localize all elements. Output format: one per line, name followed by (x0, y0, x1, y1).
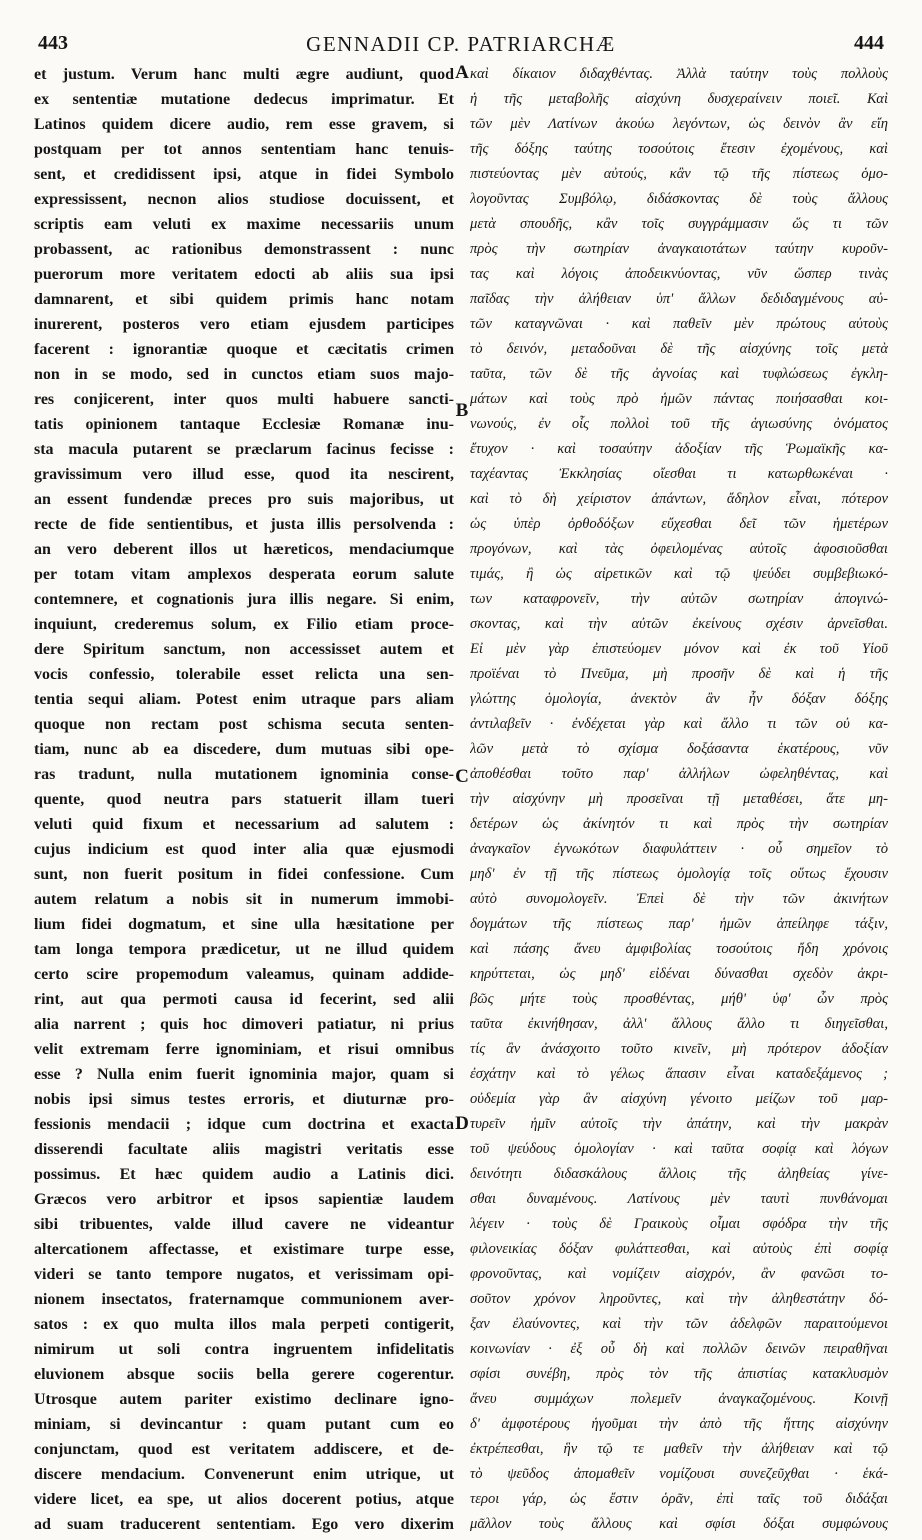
latin-text-line: dere Spiritum sanctum, non accessisset autem et (34, 641, 454, 658)
greek-text-line: τεροι γάρ, ὡς ἔστιν ὁρᾶν, ἐπὶ ταῖς τοῦ διδάξαι (470, 1491, 888, 1507)
latin-text-line: an essent fundendæ preces pro suis majoribus, ut (34, 491, 454, 508)
latin-text-line: postquam per tot annos sententiam hanc tenuis- (34, 141, 454, 158)
latin-text-line: disserendi facultate aliis magistri veritatis esse (34, 1141, 454, 1158)
latin-text-line: nobis ipsi simus testes erroris, et diuturnæ pro- (34, 1091, 454, 1108)
latin-text-line: rint, aut qua permoti causa id fecerint, sed alii (34, 991, 454, 1008)
latin-text-line: sent, et credidissent ipsi, atque in fidei Symbolo (34, 166, 454, 183)
latin-text-line: esse ? Nulla enim fuerit ignominia major, quam si (34, 1066, 454, 1083)
greek-text-line: ἀναγκαῖον ἐγνωκότων διαφυλάττειν · οὗ σημεῖον τὸ (470, 841, 888, 857)
latin-text-line: alia narrent ; quis hoc dimoveri patiatur, ni prius (34, 1016, 454, 1033)
greek-text-line: σκοντας, καὶ τὴν αὐτῶν ἐκείνους σχέσιν ἀρνεῖσθαι. (470, 616, 888, 632)
greek-text-line: τῶν καταγνῶναι · καὶ παθεῖν μὲν πρώτους αὐτοὺς (470, 316, 888, 332)
latin-text-line: discere mendacium. Convenerunt enim utrique, ut (34, 1466, 454, 1483)
latin-text-line: quoque non rectam post schisma secuta senten- (34, 716, 454, 733)
greek-text-line: δ' ἀμφοτέρους ἡγοῦμαι τὴν ἀπὸ τῆς ἥττης αἰσχύνην (470, 1416, 888, 1432)
latin-text-line: velit extremam ferre ignominiam, et risui omnibus (34, 1041, 454, 1058)
greek-column (470, 62, 888, 1537)
greek-text-line: ὡς ὑπὲρ ὀρθοδόξων εὔχεσθαι δεῖ τῶν ἡμετέρων (470, 516, 888, 532)
latin-text-line: scriptis eam veluti ex maxime necessariis unum (34, 216, 454, 233)
latin-text-line: ad suam traducerent sententiam. Ego vero dixerim (34, 1516, 454, 1533)
margin-letter-d: D (455, 1113, 469, 1134)
greek-text-line: ἀποθέσθαι τοῦτο παρ' ἀλλήλων ὠφεληθέντας, καὶ (470, 766, 888, 782)
greek-text-line: μηδ' ἐν τῇ τῆς πίστεως ὁμολογίᾳ τοῖς οὕτως ἔχουσιν (470, 866, 888, 882)
latin-text-line: sta macula putarent se præclarum facinus fecisse : (34, 441, 454, 458)
page-number-right: 444 (854, 32, 884, 54)
latin-text-line: an vero deberent illos ut hæreticos, mendaciumque (34, 541, 454, 558)
greek-text-line: Εἰ μὲν γὰρ ἐπιστεύομεν μόνον καὶ ἐκ τοῦ Υἱοῦ (470, 641, 888, 657)
latin-text-line: conjunctam, quod est veritatem addiscere, et de- (34, 1441, 454, 1458)
greek-text-line: τίς ἂν ἀνάσχοιτο τοῦτο κινεῖν, μὴ πρότερον ἀδοξίαν (470, 1041, 888, 1057)
latin-text-line: veluti quid fixum et necessarium ad salutem : (34, 816, 454, 833)
page-header (0, 30, 922, 64)
greek-text-line: τὸ δεινόν, μεταδοῦναι δὲ τῆς αἰσχύνης τοῖς μετὰ (470, 341, 888, 357)
greek-text-line: ταῦτα ἐκινήθησαν, ἀλλ' ἄλλους ἄλλο τι διηγεῖσθαι, (470, 1016, 888, 1032)
latin-text-line: tatis opinionem tantaque Ecclesiæ Romanæ inu- (34, 416, 454, 433)
greek-text-line: τιμάς, ἢ ὡς αἱρετικῶν καὶ τῷ ψεύδει συμβεβιωκό- (470, 566, 888, 582)
latin-text-line: vocis confessio, tolerabile esset relicta una sen- (34, 666, 454, 683)
greek-text-line: σφίσι συνέβη, πρὸς τὸν τῆς ἀπιστίας κατακλυσμὸν (470, 1366, 888, 1382)
greek-text-line: μάτων καὶ τοὺς πρὸ ἡμῶν πάντας ποιήσασθαι κοι- (470, 391, 888, 407)
latin-text-line: ras tradunt, nulla mutationem ignominia conse- (34, 766, 454, 783)
latin-text-line: non in se modo, sed in cunctos etiam suos majo- (34, 366, 454, 383)
latin-text-line: tiam, nunc ab ea discedere, dum mutuas sibi ope- (34, 741, 454, 758)
greek-text-line: γλώττης ὁμολογία, ἀνεκτὸν ἂν ἦν δόξαν δόξης (470, 691, 888, 707)
latin-text-line: probassent, ac rationibus demonstrassent : nunc (34, 241, 454, 258)
greek-text-line: τοῦ ψεύδους ὁμολογίαν · καὶ ταῦτα σοφίᾳ καὶ λόγων (470, 1141, 888, 1157)
latin-text-line: recte de fide sentientibus, et justa illis persolvenda : (34, 516, 454, 533)
latin-text-line: sibi tribuentes, valde illud cavere ne videantur (34, 1216, 454, 1233)
greek-text-line: κοινωνίαν · ἐξ οὗ δὴ καὶ πολλῶν δεινῶν πειραθῆναι (470, 1341, 888, 1357)
running-head: GENNADII CP. PATRIARCHÆ (306, 32, 616, 56)
latin-text-line: et justum. Verum hanc multi ægre audiunt, quod (34, 66, 454, 83)
latin-text-line: autem relatum a nobis sit in numerum immobi- (34, 891, 454, 908)
greek-text-line: δεινότητι διδασκάλους ἄλλοις τῆς ἀληθείας γίνε- (470, 1166, 888, 1182)
greek-text-line: καὶ τὸ δὴ χείριστον ἁπάντων, ἄδηλον εἶναι, πότερον (470, 491, 888, 507)
greek-text-line: τυρεῖν ἡμῖν αὐτοῖς τὴν ἀπάτην, καὶ τὴν μακρὰν (470, 1116, 888, 1132)
greek-text-line: των καταφρονεῖν, τὴν αὐτῶν σωτηρίαν ἀπογινώ- (470, 591, 888, 607)
latin-text-line: inurerent, posteros vero etiam ejusdem participes (34, 316, 454, 333)
latin-text-line: tam longa tempora prædicetur, ut ne illud quidem (34, 941, 454, 958)
greek-text-line: τὴν αἰσχύνην μὴ προσεῖναι τῇ μεταθέσει, ἅτε μη- (470, 791, 888, 807)
greek-text-line: καὶ πάσης ἄνευ ἀμφιβολίας τοσούτοις ἤδη χρόνοις (470, 941, 888, 957)
greek-text-line: πιστεύοντας μὲν αὐτούς, κἂν τῷ τῆς πίστεως ὁμο- (470, 166, 888, 182)
latin-text-line: videri se tanto tempore nugatos, et verissimam opi- (34, 1266, 454, 1283)
greek-text-line: φρονοῦντας, καὶ νομίζειν αἰσχρόν, ἂν φανῶσι το- (470, 1266, 888, 1282)
greek-text-line: ἡ τῆς μεταβολῆς αἰσχύνη δυσχεραίνειν ποιεῖ. Καὶ (470, 91, 888, 107)
latin-text-line: cujus indicium est quod inter alia quæ ejusmodi (34, 841, 454, 858)
greek-text-line: ἀντιλαβεῖν · ἐνδέχεται γὰρ καὶ ἄλλο τι τῶν οὐ κα- (470, 716, 888, 732)
latin-text-line: gravissimum vero illud esse, quod ita nescirent, (34, 466, 454, 483)
greek-text-line: τὸ ψεῦδος ἀπομαθεῖν νομίζουσι συνεζεῦχθαι · ἑκά- (470, 1466, 888, 1482)
greek-text-line: μετὰ σπουδῆς, κἂν τοῖς συγγράμμασιν ὥς τι τῶν (470, 216, 888, 232)
latin-text-line: inquiunt, crederemus solum, ex Filio etiam proce- (34, 616, 454, 633)
latin-text-line: nimirum ut soli contra ingruentem infidelitatis (34, 1341, 454, 1358)
latin-text-line: lium fidei dogmatum, et sine ulla hæsitatione per (34, 916, 454, 933)
greek-text-line: λογοῦντας Συμβόλῳ, διδάσκοντας δὲ τοὺς ἄλλους (470, 191, 888, 207)
greek-text-line: ταχέαντας Ἐκκλησίας οἴεσθαι τι κατωρθωκέναι · (470, 466, 888, 482)
greek-text-line: αὐτὸ συνομολογεῖν. Ἐπεὶ δὲ τὴν τῶν ἀκινήτων (470, 891, 888, 907)
latin-text-line: contemnere, et cognationis jura illis negare. Si enim, (34, 591, 454, 608)
greek-text-line: προγόνων, καὶ τὰς ὀφειλομένας αὐτοῖς ἀφοσιοῦσθαι (470, 541, 888, 557)
greek-text-line: μᾶλλον τοὺς ἄλλους καὶ σφίσι δόξαι συμφώνους (470, 1516, 888, 1532)
greek-text-line: ξαν ἐλαύνοντες, καὶ τὴν τῶν ἀδελφῶν παραιτούμενοι (470, 1316, 888, 1332)
latin-text-line: Græcos vero arbitror et ipsos sapientiæ laudem (34, 1191, 454, 1208)
greek-text-line: προϊέναι τὸ Πνεῦμα, μὴ προσῆν δὲ καὶ ἡ τῆς (470, 666, 888, 682)
latin-text-line: expressissent, necnon alios studiose docuissent, et (34, 191, 454, 208)
latin-text-line: certo scire propemodum valeamus, quinam addide- (34, 966, 454, 983)
latin-column (34, 62, 454, 1537)
page-number-left: 443 (38, 32, 68, 54)
latin-text-line: miniam, si devincantur : quam putant cum eo (34, 1416, 454, 1433)
greek-text-line: πρὸς τὴν σωτηρίαν ἀναγκαιοτάτων ταύτην κυροῦν- (470, 241, 888, 257)
greek-text-line: ἄνευ συμμάχων πολεμεῖν ἀναγκαζομένους. Κοινῇ (470, 1391, 888, 1407)
margin-letter-a: A (455, 62, 469, 83)
latin-text-line: fessionis mendacii ; idque cum doctrina et exacta (34, 1116, 454, 1133)
latin-text-line: possimus. Et hæc quidem audio a Latinis dici. (34, 1166, 454, 1183)
latin-text-line: satos : ex quo multa illos mala perpeti contigerit, (34, 1316, 454, 1333)
greek-text-line: σοῦτον χρόνον ληροῦντες, καὶ τὴν ἀληθεστάτην δό- (470, 1291, 888, 1307)
greek-text-line: λῶν μετὰ τὸ σχίσμα δοξάσαντα ἑκατέρους, νῦν (470, 741, 888, 757)
latin-text-line: facerent : ignorantiæ quoque et cæcitatis crimen (34, 341, 454, 358)
greek-text-line: σθαι δυναμένους. Λατίνους μὲν ταυτὶ πυνθάνομαι (470, 1191, 888, 1207)
greek-text-line: λέγειν · τοὺς δὲ Γραικοὺς οἶμαι σφόδρα τὴν τῆς (470, 1216, 888, 1232)
greek-text-line: δογμάτων τῆς πίστεως παρ' ἡμῶν ἀπείληφε τάξιν, (470, 916, 888, 932)
latin-text-line: puerorum more veritatem edocti ab aliis sua ipsi (34, 266, 454, 283)
greek-text-line: τας καὶ λόγοις ἀποδεικνύοντας, νῦν ὥσπερ τινὰς (470, 266, 888, 282)
greek-text-line: οὐδεμία γὰρ ἂν αἰσχύνη γένοιτο μείζων τοῦ μαρ- (470, 1091, 888, 1107)
latin-text-line: res conjicerent, inter quos multi habuere sancti- (34, 391, 454, 408)
latin-text-line: sunt, non fuerit positum in fidei confessione. Cum (34, 866, 454, 883)
greek-text-line: κηρύττεται, ὡς μηδ' εἰδέναι δύνασθαι σχεδὸν ἀκρι- (470, 966, 888, 982)
greek-text-line: τῆς δόξης ταύτης τοσούτοις ἔτεσιν ἐχομένους, καὶ (470, 141, 888, 157)
greek-text-line: νωνούς, ἐν οἷς πολλοὶ τοῦ τῆς ἁγιωσύνης ὀνόματος (470, 416, 888, 432)
latin-text-line: Utrosque autem pariter existimo declinare igno- (34, 1391, 454, 1408)
greek-text-line: τῶν μὲν Λατίνων ἀκούω λεγόντων, ὡς δεινὸν ἂν εἴη (470, 116, 888, 132)
margin-letter-c: C (455, 766, 469, 787)
latin-text-line: videre licet, ea spe, ut alios docerent potius, atque (34, 1491, 454, 1508)
margin-letter-b: B (455, 400, 469, 421)
greek-text-line: καὶ δίκαιον διδαχθέντας. Ἀλλὰ ταύτην τοὺς πολλοὺς (470, 66, 888, 82)
latin-text-line: damnarent, et sibi quidem primis hanc notam (34, 291, 454, 308)
latin-text-line: ex sententiæ mutatione dedecus imprimatur. Et (34, 91, 454, 108)
greek-text-line: ταῦτα, τῶν δὲ τῆς ἀγνοίας καὶ τυφλώσεως ἐγκλη- (470, 366, 888, 382)
greek-text-line: ἐκτρέπεσθαι, ἣν τῷ τε μαθεῖν τὴν ἀλήθειαν καὶ τῷ (470, 1441, 888, 1457)
latin-text-line: altercationem affectasse, et existimare turpe esse, (34, 1241, 454, 1258)
greek-text-line: βῶς μήτε τοὺς προσθέντας, μήθ' ὑφ' ὧν πρὸς (470, 991, 888, 1007)
latin-text-line: eluvionem absque sociis bella gerere cogerentur. (34, 1366, 454, 1383)
latin-text-line: per totam vitam amplexos desperata eorum salute (34, 566, 454, 583)
latin-text-line: quente, quod neutra pars statuerit illam tueri (34, 791, 454, 808)
greek-text-line: δετέρων ὡς ἀκίνητόν τι καὶ πρὸς τὴν σωτηρίαν (470, 816, 888, 832)
greek-text-line: ἐσχάτην καὶ τὸ γέλως ἅπασιν εἶναι καταδεξάμενος ; (470, 1066, 888, 1082)
latin-text-line: tentia sequi aliam. Potest enim utraque pars aliam (34, 691, 454, 708)
greek-text-line: ἔτυχον · καὶ τοσαύτην ἀδοξίαν τῆς Ῥωμαϊκῆς κα- (470, 441, 888, 457)
greek-text-line: παῖδας τὴν ἀλήθειαν ὑπ' ἄλλων δεδιδαγμένους αὐ- (470, 291, 888, 307)
latin-text-line: nionem insectatos, fraternamque communionem aver- (34, 1291, 454, 1308)
greek-text-line: φιλονεικίας δόξαν φυλάττεσθαι, καὶ αὐτοὺς ἐπὶ σοφίᾳ (470, 1241, 888, 1257)
latin-text-line: Latinos quidem dicere audio, rem esse gravem, si (34, 116, 454, 133)
